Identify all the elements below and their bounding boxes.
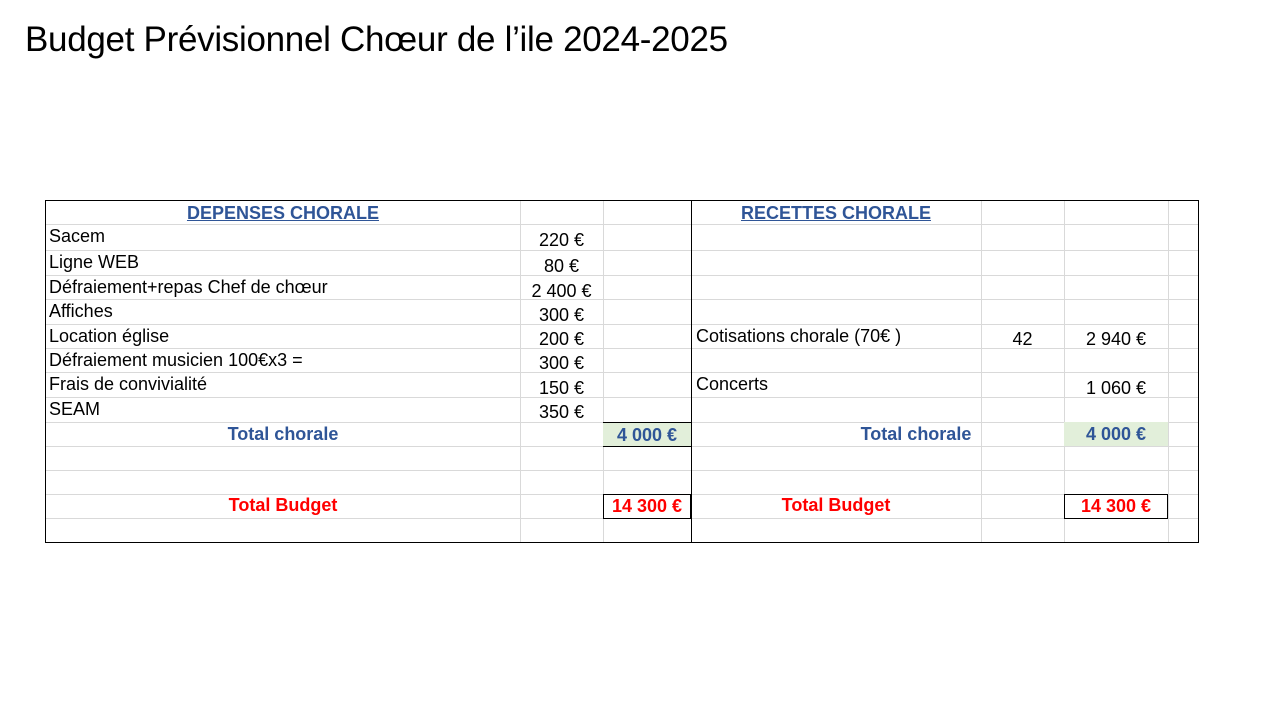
expense-label: Défraiement musicien 100€x3 =	[49, 350, 303, 370]
table-cells	[46, 201, 1198, 542]
expenses-total-label: Total chorale	[227, 424, 339, 444]
expense-label: Défraiement+repas Chef de chœur	[49, 277, 328, 297]
expenses-header: DEPENSES CHORALE	[186, 203, 380, 223]
income-budget-label: Total Budget	[781, 495, 891, 515]
income-amount: 2 940 €	[1085, 329, 1147, 349]
slide-title: Budget Prévisionnel Chœur de l’ile 2024-2025	[25, 20, 728, 59]
expense-amount: 220 €	[538, 230, 585, 250]
income-amount: 1 060 €	[1085, 378, 1147, 398]
expense-label: Location église	[49, 326, 170, 346]
income-total-value: 4 000 €	[1064, 422, 1168, 446]
expense-amount: 300 €	[538, 305, 585, 325]
expense-amount: 80 €	[543, 256, 580, 276]
expenses-budget-label: Total Budget	[228, 495, 338, 515]
expense-label: Ligne WEB	[49, 252, 140, 272]
expenses-total-value: 4 000 €	[603, 422, 691, 447]
expense-label: SEAM	[49, 399, 101, 419]
expense-label: Sacem	[49, 226, 106, 246]
expenses-budget-value: 14 300 €	[603, 494, 691, 519]
expense-amount: 2 400 €	[531, 281, 592, 301]
expense-amount: 300 €	[538, 353, 585, 373]
income-label: Concerts	[696, 374, 769, 394]
income-budget-value: 14 300 €	[1064, 494, 1168, 519]
income-header: RECETTES CHORALE	[740, 203, 931, 223]
expense-label: Frais de convivialité	[49, 374, 208, 394]
expense-label: Affiches	[49, 301, 113, 321]
income-total-label: Total chorale	[860, 424, 972, 444]
expense-amount: 200 €	[538, 329, 585, 349]
income-count: 42	[1012, 329, 1033, 349]
budget-table	[45, 200, 1199, 543]
expense-amount: 350 €	[538, 402, 585, 422]
expense-amount: 150 €	[538, 378, 585, 398]
income-label: Cotisations chorale (70€ )	[696, 326, 902, 346]
